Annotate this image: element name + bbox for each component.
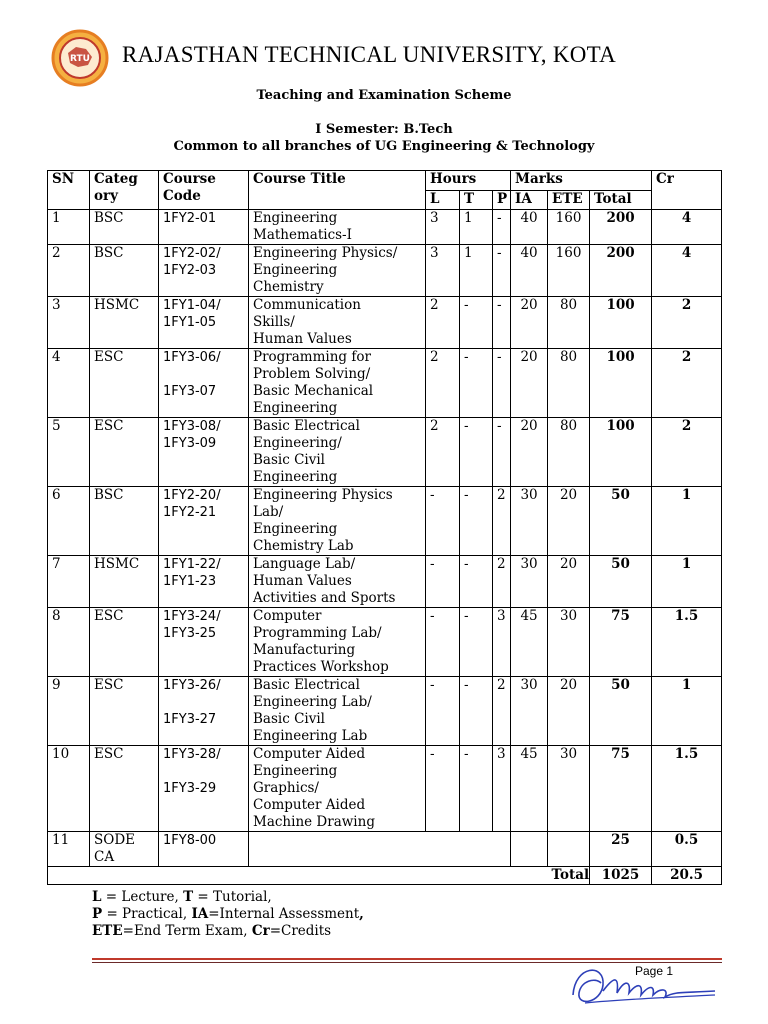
cell-credits: 1 [652, 556, 722, 608]
cell-p: - [493, 297, 511, 349]
cell-ia: 30 [511, 556, 548, 608]
cell-category: BSC [90, 245, 159, 297]
applicability-title: Common to all branches of UG Engineering & Technology [173, 139, 595, 154]
cell-l: 2 [426, 418, 460, 487]
cell-course-code: 1FY3-26/ 1FY3-27 [159, 677, 249, 746]
legend-key: L [92, 889, 102, 905]
cell-ia: 40 [511, 245, 548, 297]
cell-course-code: 1FY8-00 [159, 832, 249, 867]
cell-l: - [426, 677, 460, 746]
cell-total: 100 [590, 297, 652, 349]
cell-ia: 20 [511, 349, 548, 418]
cell-course-code: 1FY3-28/ 1FY3-29 [159, 746, 249, 832]
cell-t: - [460, 746, 493, 832]
table-row [48, 608, 722, 677]
cell-total: 100 [590, 418, 652, 487]
header-p: P [493, 191, 511, 210]
cell-total: 100 [590, 349, 652, 418]
cell-ia [511, 832, 548, 867]
cell-t: 1 [460, 245, 493, 297]
cell-p: 3 [493, 608, 511, 677]
table-row [48, 677, 722, 746]
cell-ete: 80 [548, 418, 590, 487]
total-row [48, 867, 722, 885]
cell-course-title: Engineering Physics/ Engineering Chemistry [249, 245, 426, 297]
cell-sn: 9 [48, 677, 90, 746]
scheme-table-body [48, 210, 722, 885]
legend-line-3 [92, 923, 364, 940]
legend-desc: = Lecture, [101, 889, 184, 905]
cell-l: 3 [426, 245, 460, 297]
cell-l: - [426, 556, 460, 608]
cell-category: BSC [90, 210, 159, 245]
cell-t: - [460, 608, 493, 677]
cell-t: 1 [460, 210, 493, 245]
cell-course-code: 1FY1-22/ 1FY1-23 [159, 556, 249, 608]
header-credits: Cr [652, 171, 722, 210]
cell-course-code: 1FY3-24/ 1FY3-25 [159, 608, 249, 677]
cell-ete: 30 [548, 746, 590, 832]
cell-ete: 80 [548, 297, 590, 349]
page-number: Page 1 [635, 964, 674, 978]
table-row [48, 487, 722, 556]
header-sn: SN [48, 171, 90, 210]
cell-sn: 1 [48, 210, 90, 245]
cell-p: 2 [493, 677, 511, 746]
legend-key: ETE [92, 923, 123, 939]
header-course-title: Course Title [249, 171, 426, 210]
cell-credits: 2 [652, 297, 722, 349]
table-row [48, 418, 722, 487]
legend [92, 889, 364, 940]
cell-credits: 2 [652, 418, 722, 487]
cell-l: - [426, 746, 460, 832]
cell-ia: 20 [511, 297, 548, 349]
table-row [48, 245, 722, 297]
total-row-spacer [48, 867, 548, 885]
cell-total: 200 [590, 245, 652, 297]
cell-ete [548, 832, 590, 867]
grand-total-marks: 1025 [590, 867, 652, 885]
cell-ia: 20 [511, 418, 548, 487]
cell-course-code: 1FY2-02/ 1FY2-03 [159, 245, 249, 297]
cell-ia: 45 [511, 746, 548, 832]
cell-total: 50 [590, 487, 652, 556]
cell-course-title: Computer Programming Lab/ Manufacturing Practices Workshop [249, 608, 426, 677]
cell-total: 25 [590, 832, 652, 867]
legend-key: , [359, 906, 364, 922]
cell-credits: 1.5 [652, 746, 722, 832]
cell-l: - [426, 608, 460, 677]
legend-line-2 [92, 906, 364, 923]
cell-category: ESC [90, 608, 159, 677]
header-hours: Hours [426, 171, 511, 191]
cell-course-title: Basic Electrical Engineering Lab/ Basic Civil Engineering Lab [249, 677, 426, 746]
cell-course-code: 1FY2-20/ 1FY2-21 [159, 487, 249, 556]
header-course-code: Course Code [159, 171, 249, 210]
cell-sn: 7 [48, 556, 90, 608]
cell-l: 2 [426, 297, 460, 349]
cell-course-title: Engineering Mathematics-I [249, 210, 426, 245]
cell-category: HSMC [90, 556, 159, 608]
cell-credits: 1 [652, 487, 722, 556]
legend-key: Cr [251, 923, 270, 939]
cell-total: 75 [590, 608, 652, 677]
cell-category: BSC [90, 487, 159, 556]
cell-p: - [493, 210, 511, 245]
grand-total-credits: 20.5 [652, 867, 722, 885]
table-row [48, 349, 722, 418]
cell-category: ESC [90, 418, 159, 487]
semester-title: I Semester: B.Tech [315, 122, 453, 137]
cell-p: 2 [493, 556, 511, 608]
cell-course-code: 1FY1-04/ 1FY1-05 [159, 297, 249, 349]
cell-course-title: Communication Skills/ Human Values [249, 297, 426, 349]
legend-desc: =End Term Exam, [122, 923, 252, 939]
cell-category: ESC [90, 677, 159, 746]
scheme-title: Teaching and Examination Scheme [256, 88, 512, 103]
cell-credits: 2 [652, 349, 722, 418]
cell-category: ESC [90, 349, 159, 418]
table-row [48, 556, 722, 608]
cell-credits: 4 [652, 210, 722, 245]
cell-course-title: Programming for Problem Solving/ Basic Mechanical Engineering [249, 349, 426, 418]
cell-p: - [493, 245, 511, 297]
table-row [48, 210, 722, 245]
cell-category: ESC [90, 746, 159, 832]
university-logo [48, 29, 112, 87]
legend-key: T [183, 889, 194, 905]
cell-ete: 20 [548, 556, 590, 608]
cell-course-code: 1FY2-01 [159, 210, 249, 245]
scheme-table [47, 170, 722, 885]
cell-credits: 1 [652, 677, 722, 746]
cell-l: - [426, 487, 460, 556]
table-row [48, 746, 722, 832]
legend-key: IA [191, 906, 209, 922]
cell-course-code: 1FY3-06/ 1FY3-07 [159, 349, 249, 418]
cell-t: - [460, 418, 493, 487]
header-t: T [460, 191, 493, 210]
cell-total: 75 [590, 746, 652, 832]
cell-ia: 30 [511, 677, 548, 746]
cell-ete: 30 [548, 608, 590, 677]
cell-t: - [460, 556, 493, 608]
cell-ia: 40 [511, 210, 548, 245]
cell-sn: 6 [48, 487, 90, 556]
cell-course-title: Basic Electrical Engineering/ Basic Civil Engineering [249, 418, 426, 487]
cell-category: SODE CA [90, 832, 159, 867]
cell-course-title: Engineering Physics Lab/ Engineering Chemistry Lab [249, 487, 426, 556]
legend-desc: =Credits [269, 923, 332, 939]
cell-sn: 11 [48, 832, 90, 867]
cell-p: - [493, 349, 511, 418]
cell-sn: 2 [48, 245, 90, 297]
table-row [48, 832, 722, 867]
cell-category: HSMC [90, 297, 159, 349]
cell-l: 3 [426, 210, 460, 245]
cell-ete: 20 [548, 677, 590, 746]
total-label: Total [548, 867, 590, 885]
cell-sn: 8 [48, 608, 90, 677]
cell-credits: 1.5 [652, 608, 722, 677]
logo-text: RTU [70, 54, 90, 64]
cell-sn: 3 [48, 297, 90, 349]
cell-p: 2 [493, 487, 511, 556]
cell-p: - [493, 418, 511, 487]
cell-ete: 80 [548, 349, 590, 418]
cell-t: - [460, 297, 493, 349]
cell-t: - [460, 677, 493, 746]
header-l: L [426, 191, 460, 210]
header-total: Total [590, 191, 652, 210]
cell-ia: 30 [511, 487, 548, 556]
cell-sn: 10 [48, 746, 90, 832]
cell-t: - [460, 487, 493, 556]
legend-key: P [92, 906, 103, 922]
header-marks: Marks [511, 171, 652, 191]
legend-desc: = Tutorial, [193, 889, 272, 905]
cell-course-title: Computer Aided Engineering Graphics/ Computer Aided Machine Drawing [249, 746, 426, 832]
cell-credits: 0.5 [652, 832, 722, 867]
cell-course-title [249, 832, 511, 867]
cell-course-code: 1FY3-08/ 1FY3-09 [159, 418, 249, 487]
cell-ete: 160 [548, 210, 590, 245]
cell-p: 3 [493, 746, 511, 832]
cell-total: 50 [590, 677, 652, 746]
header-ete: ETE [548, 191, 590, 210]
cell-sn: 5 [48, 418, 90, 487]
cell-course-title: Language Lab/ Human Values Activities and Sports [249, 556, 426, 608]
header-category: Categ ory [90, 171, 159, 210]
cell-ete: 20 [548, 487, 590, 556]
cell-ia: 45 [511, 608, 548, 677]
legend-desc: = Practical, [102, 906, 192, 922]
header-ia: IA [511, 191, 548, 210]
cell-t: - [460, 349, 493, 418]
cell-l: 2 [426, 349, 460, 418]
cell-ete: 160 [548, 245, 590, 297]
cell-sn: 4 [48, 349, 90, 418]
legend-desc: =Internal Assessment [208, 906, 360, 922]
table-row [48, 297, 722, 349]
university-title: RAJASTHAN TECHNICAL UNIVERSITY, KOTA [122, 42, 617, 67]
cell-credits: 4 [652, 245, 722, 297]
cell-total: 50 [590, 556, 652, 608]
legend-line-1 [92, 889, 364, 906]
cell-total: 200 [590, 210, 652, 245]
